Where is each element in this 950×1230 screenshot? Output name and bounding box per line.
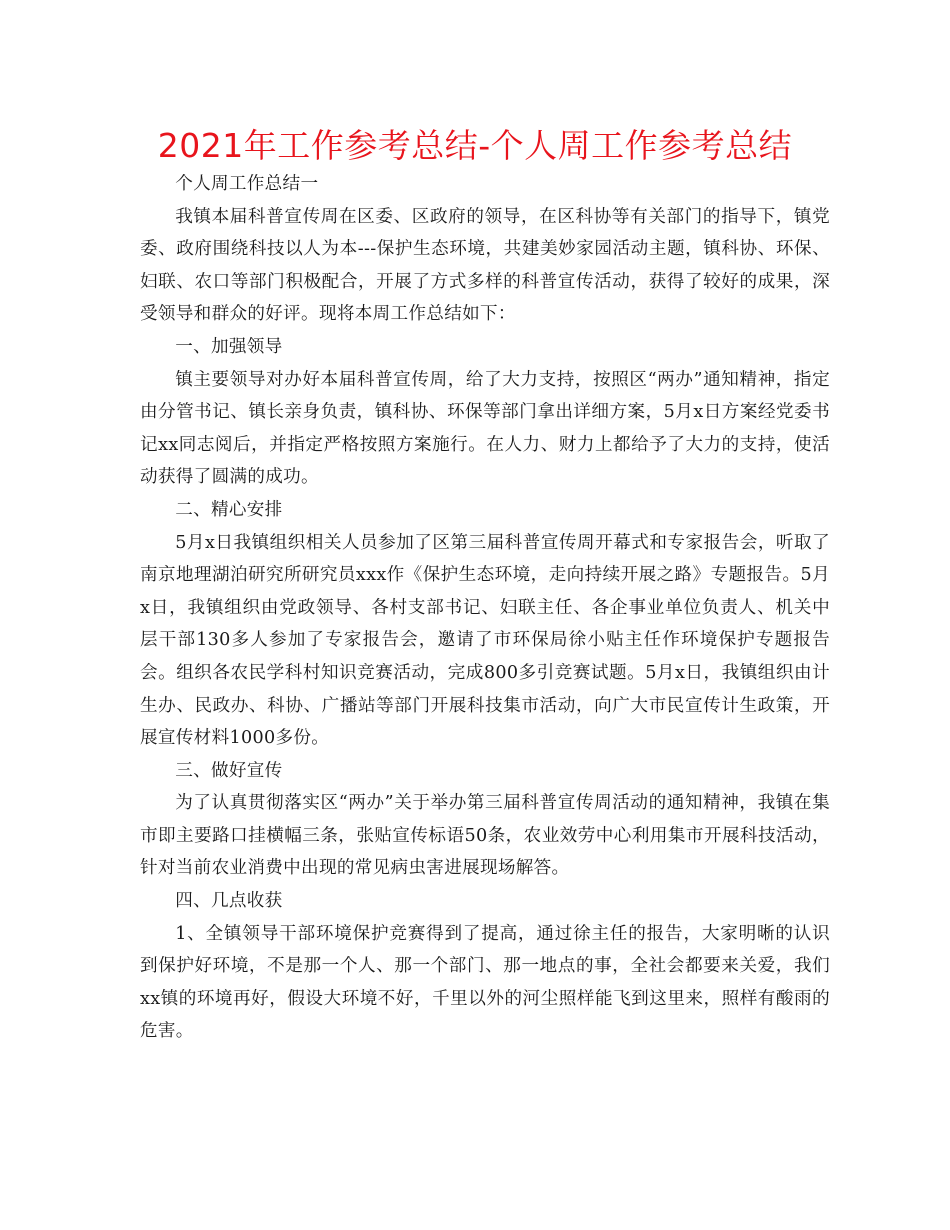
section-heading: 三、做好宣传 [175, 760, 283, 781]
section-heading: 四、几点收获 [175, 891, 283, 912]
document-body [140, 168, 830, 1048]
paragraph: 我镇本届科普宣传周在区委、区政府的领导，在区科协等有关部门的指导下，镇党委、政府围绕科技以人为本---保护生态环境，共建美妙家园活动主题，镇科协、环保、妇联、农口等部门积极配合，开展了方式多样的科普宣传活动，获得了较好的成果，深受领导和群众的好评。现将本周工作总结如下： [140, 206, 830, 325]
paragraph: 镇主要领导对办好本届科普宣传周，给了大力支持，按照区“两办”通知精神，指定由分管书记、镇长亲身负责，镇科协、环保等部门拿出详细方案，5月x日方案经党委书记xx同志阅后，并指定严格按照方案施行。在人力、财力上都给予了大力的支持，使活动获得了圆满的成功。 [140, 369, 830, 488]
paragraph: 5月x日我镇组织相关人员参加了区第三届科普宣传周开幕式和专家报告会，听取了南京地理湖泊研究所研究员xxx作《保护生态环境，走向持续开展之路》专题报告。5月x日，我镇组织由党政领导、各村支部书记、妇联主任、各企事业单位负责人、机关中层干部130多人参加了专家报告会，邀请了市环保局徐小贴主任作环境保护专题报告会。组织各农民学科村知识竞赛活动，完成800多引竞赛试题。5月x日，我镇组织由计生办、民政办、科协、广播站等部门开展科技集市活动，向广大市民宣传计生政策，开展宣传材料1000多份。 [140, 532, 830, 749]
paragraph: 1、全镇领导干部环境保护竞赛得到了提高，通过徐主任的报告，大家明晰的认识到保护好环境，不是那一个人、那一个部门、那一地点的事，全社会都要来关爱，我们xx镇的环境再好，假设大环境不好，千里以外的河尘照样能飞到这里来，照样有酸雨的危害。 [140, 923, 830, 1042]
section-heading: 二、精心安排 [175, 499, 283, 520]
paragraph: 为了认真贯彻落实区“两办”关于举办第三届科普宣传周活动的通知精神，我镇在集市即主要路口挂横幅三条，张贴宣传标语50条，农业效劳中心利用集市开展科技活动，针对当前农业消费中出现的常见病虫害进展现场解答。 [140, 793, 830, 879]
section-heading: 一、加强领导 [175, 336, 283, 357]
document-title: 2021年工作参考总结-个人周工作参考总结 [157, 126, 793, 165]
section-subtitle: 个人周工作总结一 [175, 174, 319, 194]
